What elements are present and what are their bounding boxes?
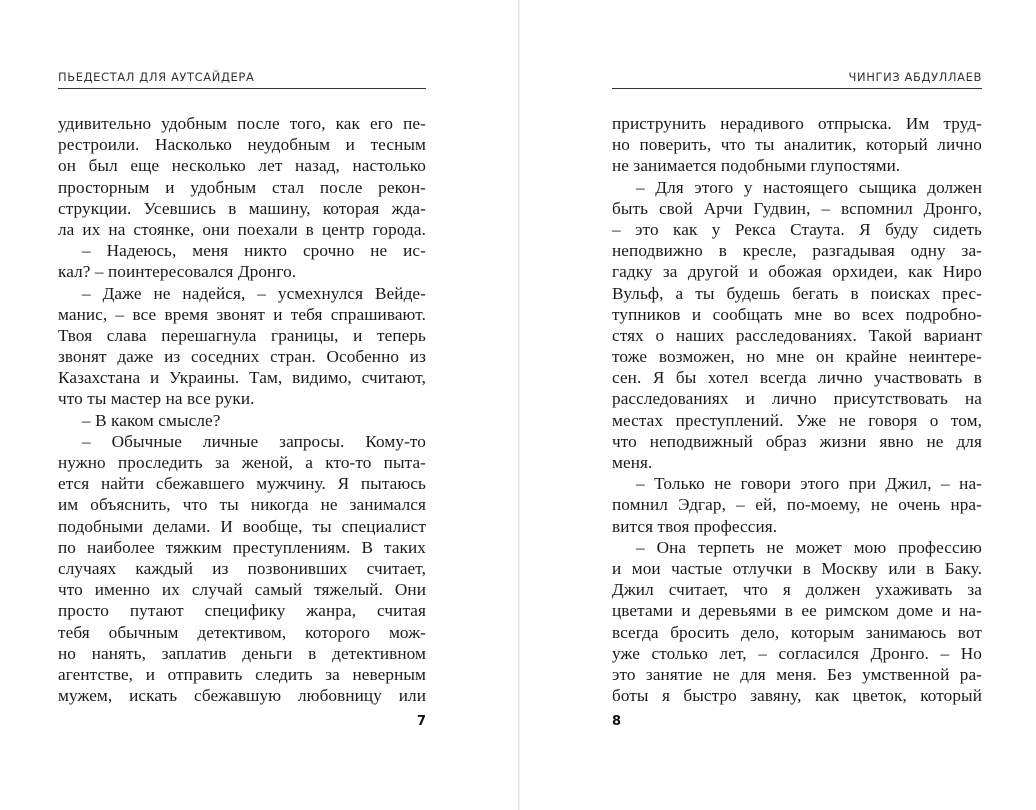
text-line: что ты мастер на все руки.	[58, 389, 255, 409]
text-line: – Надеюсь, меня никто срочно не ис-	[82, 241, 426, 261]
text-line: всегда бросить дело, которым занимаюсь вот	[612, 622, 982, 642]
text-line: ла их на стоянке, они поехали в центр города.	[58, 219, 426, 239]
text-line: и мои частые отлучки в Москву или в Баку.	[612, 558, 982, 578]
text-line: рестроили. Насколько неудобным и тесным	[58, 135, 426, 155]
text-line: Джил считает, что я должен ухаживать за	[612, 580, 982, 600]
text-line: – В каком смысле?	[82, 410, 221, 430]
text-line: тоже возможен, но мне он крайне неинтере-	[612, 347, 982, 367]
text-line: стях о наших расследованиях. Такой вариант	[612, 325, 982, 345]
text-line: случаях каждый из позвонивших считает,	[58, 558, 426, 578]
left-running-head: ПЬЕДЕСТАЛ ДЛЯ АУТСАЙДЕРА	[58, 68, 426, 89]
text-line: уже столько лет, – согласился Дронго. – Но	[612, 643, 982, 663]
text-line: сен. Я бы хотел всегда лично участвовать в	[612, 368, 982, 388]
gutter-divider	[518, 0, 520, 810]
text-line: тебя обычным детективом, которого мож-	[58, 622, 426, 642]
text-line: неподвижно в кресле, разгадывая одну за-	[612, 241, 982, 261]
right-running-head: ЧИНГИЗ АБДУЛЛАЕВ	[612, 68, 982, 89]
text-line: это занятие не для меня. Без умственной ра-	[612, 664, 982, 684]
text-line: Вульф, а ты будешь бегать в поисках прес-	[612, 283, 982, 303]
text-line: – Обычные личные запросы. Кому-то	[82, 431, 426, 451]
text-line: боты я быстро завяну, как цветок, который	[612, 686, 982, 706]
text-line: но поверить, что ты аналитик, который лично	[612, 135, 982, 155]
right-text-block	[612, 113, 982, 706]
text-line: что неподвижный образ жизни явно не для	[612, 431, 982, 451]
text-line: расследованиях и лично присутствовать на	[612, 389, 982, 409]
right-page	[612, 0, 982, 810]
text-line: по наиболее тяжким преступлениям. В таких	[58, 537, 426, 557]
text-line: быть свой Арчи Гудвин, – вспомнил Дронго,	[612, 198, 982, 218]
text-line: местах преступлений. Уже не говоря о том,	[612, 410, 982, 430]
text-line: он был еще несколько лет назад, настолько	[58, 156, 426, 176]
text-line: вится твоя профессия.	[612, 516, 778, 536]
text-line: меня.	[612, 453, 653, 472]
text-line: подобными делами. И вообще, ты специалист	[58, 516, 426, 536]
text-line: что именно их случай самый тяжелый. Они	[58, 580, 426, 600]
text-line: просторным и удобным стал после рекон-	[58, 177, 426, 197]
text-line: гадку за другой и обожая орхидеи, как Ниро	[612, 262, 982, 282]
left-page-number: 7	[416, 714, 426, 729]
text-line: ется найти сбежавшего мужчину. Я пытаюсь	[58, 474, 426, 494]
text-line: помнил Эдгар, – ей, по-моему, не очень нра-	[612, 495, 982, 515]
text-line: не занимается подобными глупостями.	[612, 156, 901, 176]
text-line: Казахстана и Украины. Там, видимо, считают,	[58, 368, 426, 388]
text-line: звонят даже из соседних стран. Особенно из	[58, 347, 426, 367]
left-text-block	[58, 113, 426, 706]
left-page	[58, 0, 426, 810]
text-line: мужем, искать сбежавшую любовницу или	[58, 686, 426, 706]
text-line: агентстве, и отправить следить за неверным	[58, 664, 426, 684]
text-line: струкции. Усевшись в машину, которая жда-	[58, 198, 426, 218]
text-line: нужно проследить за женой, а кто-то пыта-	[58, 453, 426, 472]
text-line: цветами и деревьями в ее римском доме и на-	[612, 601, 982, 621]
text-line: – Она терпеть не может мою профессию	[636, 537, 982, 557]
text-line: – Только не говори этого при Джил, – на-	[636, 474, 982, 494]
text-line: просто путают специфику жанра, считая	[58, 601, 426, 621]
text-line: удивительно удобным после того, как его пе-	[58, 114, 426, 133]
text-line: Твоя слава перешагнула границы, и теперь	[58, 325, 426, 345]
text-line: манис, – все время звонят и тебя спрашивают.	[58, 304, 426, 324]
text-line: – это как у Рекса Стаута. Я буду сидеть	[612, 219, 982, 239]
text-line: – Для этого у настоящего сыщика должен	[636, 177, 982, 197]
text-line: тупников и сообщать мне во всех подробно-	[612, 304, 982, 324]
text-line: приструнить нерадивого отпрыска. Им труд-	[612, 114, 982, 133]
text-line: им объяснить, что ты никогда не занимался	[58, 495, 426, 515]
text-line: – Даже не надейся, – усмехнулся Вейде-	[82, 283, 426, 303]
right-page-number: 8	[612, 714, 622, 729]
text-line: но нанять, заплатив деньги в детективном	[58, 643, 426, 663]
text-line: кал? – поинтересовался Дронго.	[58, 262, 297, 282]
